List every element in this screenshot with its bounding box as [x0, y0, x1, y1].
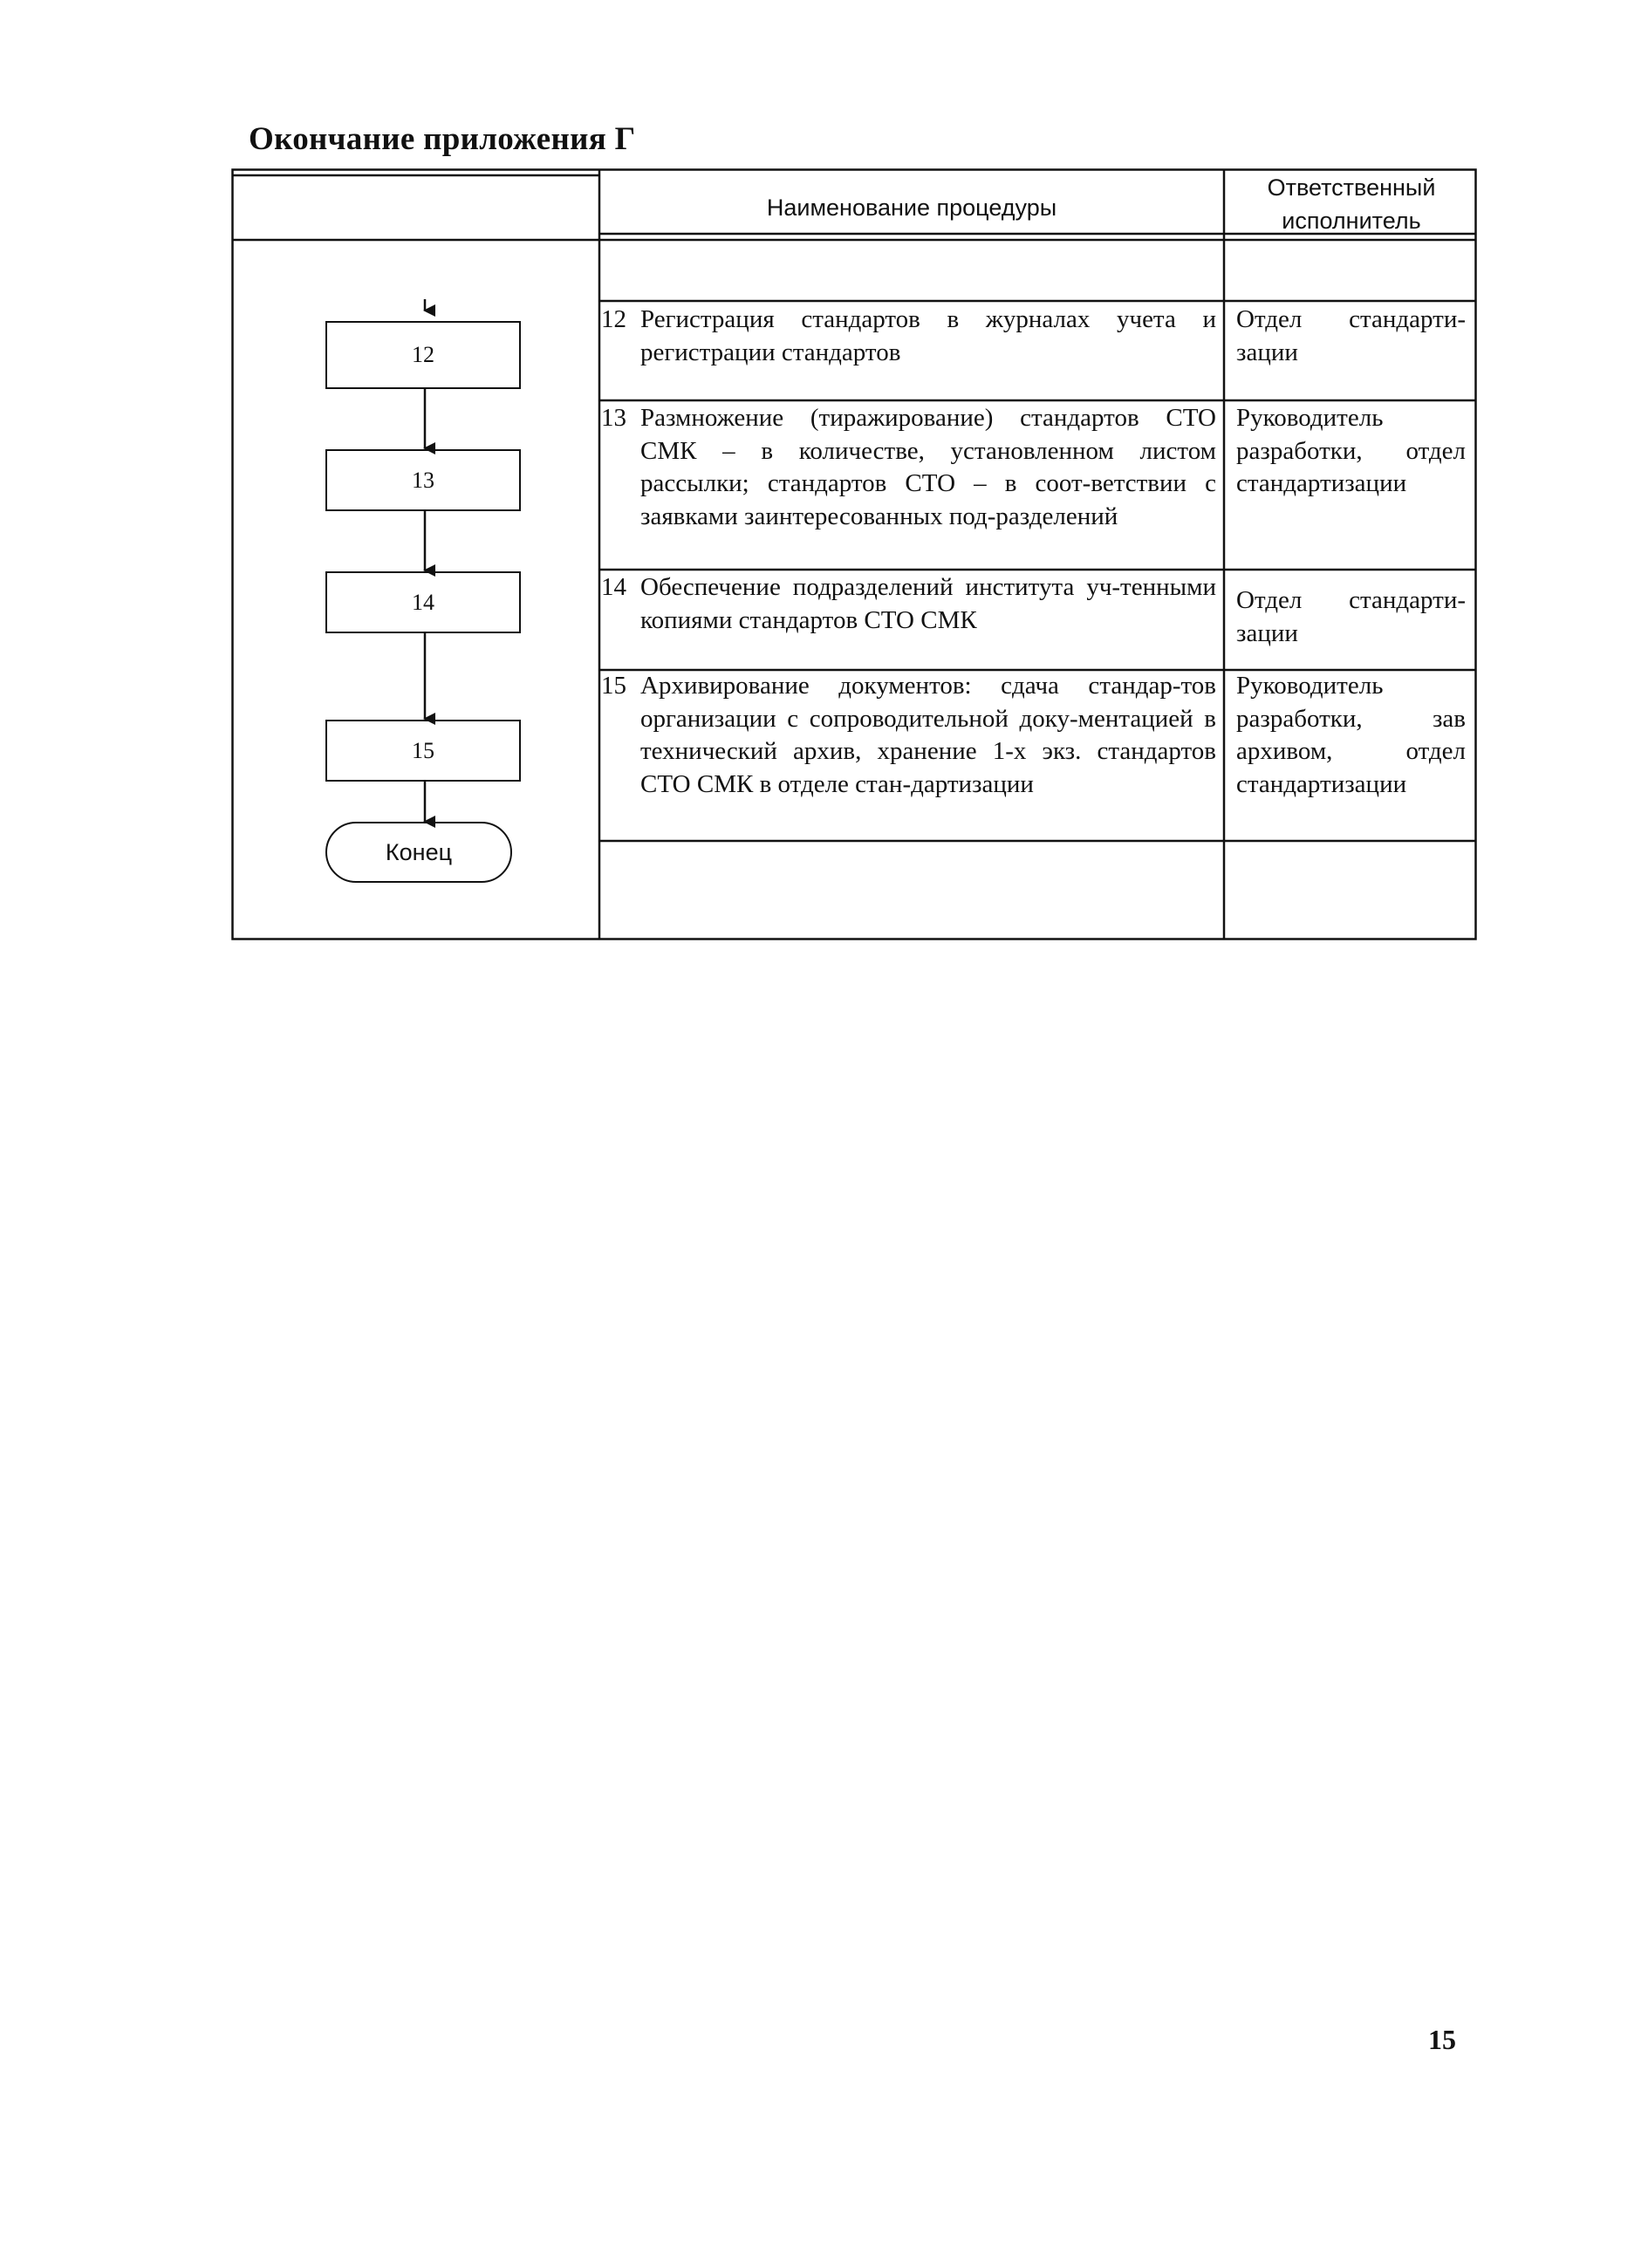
flow-step-13 — [325, 449, 521, 511]
flow-step-label: 14 — [412, 589, 434, 615]
flow-step-label: 12 — [412, 342, 434, 367]
table-row-procedure — [601, 670, 1216, 801]
procedure-text: Размножение (тиражирование) стандартов СТО СМК – в количестве, установленном листом рассылки; стандартов СТО – в соот-ветствии с заявками заинтересованных под-разделений — [640, 404, 1216, 530]
row-number: 13 — [601, 404, 626, 432]
appendix-heading: Окончание приложения Г — [249, 121, 636, 157]
table-row-executor: Руководитель разработки, зав архивом, отдел стандартизации — [1236, 672, 1466, 798]
table-row-executor: Отдел стандарти-зации — [1236, 305, 1466, 366]
page-number: 15 — [1428, 2024, 1456, 2055]
header-executor: Ответственный исполнитель — [1267, 174, 1436, 234]
procedure-text: Регистрация стандартов в журналах учета и регистрации стандартов — [640, 305, 1216, 366]
flow-step-14 — [325, 571, 521, 633]
flow-end-label: Конец — [385, 838, 453, 865]
table-row-procedure — [601, 571, 1216, 637]
table-row-procedure — [601, 402, 1216, 533]
row-number: 12 — [601, 305, 626, 333]
flow-step-15 — [325, 720, 521, 782]
flow-step-label: 15 — [412, 737, 434, 763]
procedure-text: Обеспечение подразделений института уч-тенными копиями стандартов СТО СМК — [640, 573, 1216, 634]
table-row-executor: Отдел стандарти-зации — [1236, 586, 1466, 647]
table-row-executor: Руководитель разработки, отдел стандартизации — [1236, 404, 1466, 497]
flow-step-label: 13 — [412, 467, 434, 493]
row-number: 14 — [601, 573, 626, 601]
procedure-text: Архивирование документов: сдача стандар-тов организации с сопроводительной доку-ментацией в технический архив, хранение 1-х экз. стандартов СТО СМК в отделе стан-дартизации — [640, 672, 1216, 798]
header-procedure: Наименование процедуры — [766, 195, 1057, 221]
flow-end-terminator — [325, 822, 512, 883]
procedure-table — [231, 168, 1477, 940]
table-row-procedure — [601, 304, 1216, 369]
flow-step-12 — [325, 321, 521, 389]
row-number: 15 — [601, 672, 626, 700]
